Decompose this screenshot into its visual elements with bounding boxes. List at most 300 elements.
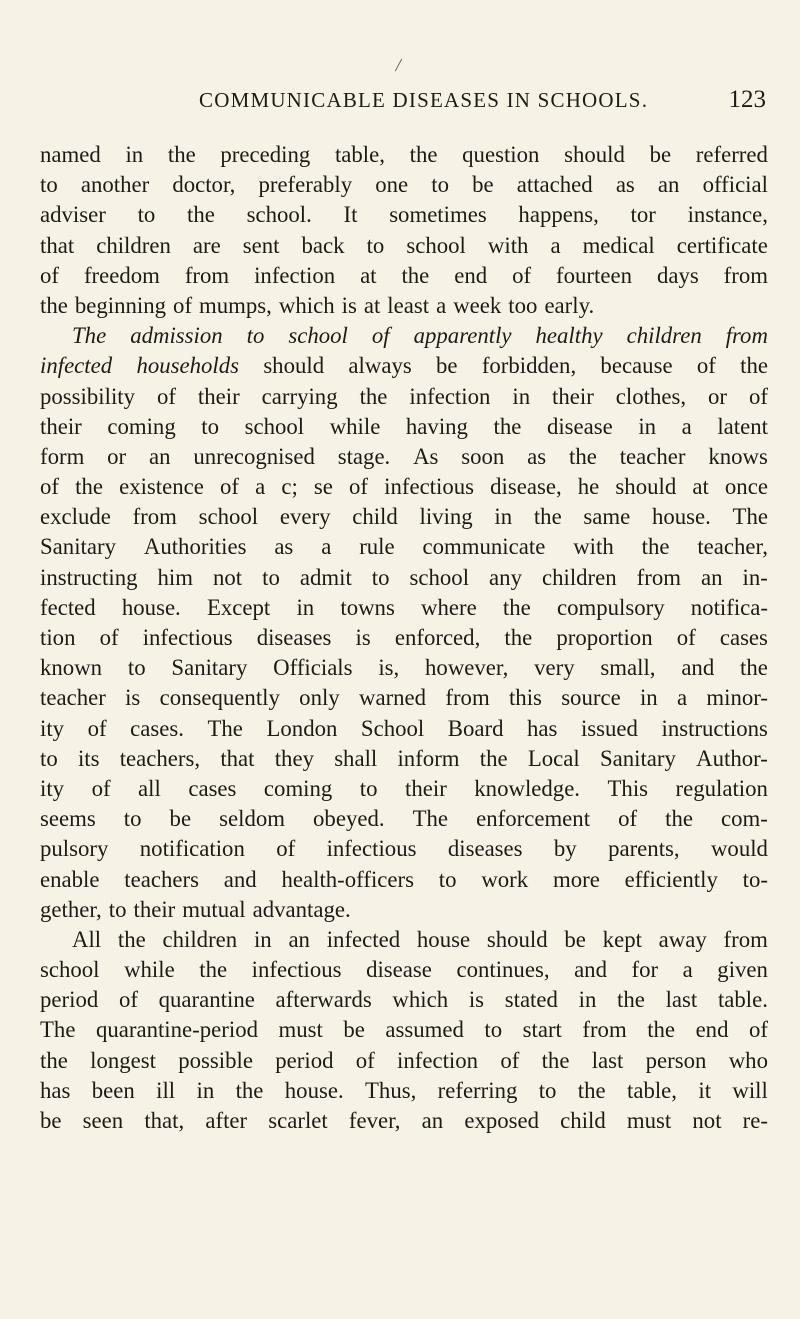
- word: should: [486, 926, 548, 952]
- word: it: [698, 1077, 712, 1103]
- word: in: [512, 383, 531, 409]
- word: Sanitary: [599, 745, 676, 771]
- text-line: [40, 170, 768, 200]
- word: of: [173, 292, 193, 318]
- word: school: [409, 564, 470, 590]
- word: to: [438, 866, 457, 892]
- word: question: [462, 142, 540, 167]
- word: in-: [742, 564, 768, 590]
- word: referring: [437, 1077, 518, 1103]
- word: stage.: [337, 443, 391, 469]
- word: towns: [340, 594, 395, 620]
- word: teachers,: [119, 745, 201, 771]
- word: school: [40, 957, 100, 983]
- word: their: [40, 413, 82, 439]
- text-line: [40, 261, 768, 291]
- word: continues,: [456, 957, 550, 983]
- word: notification: [139, 836, 245, 862]
- word: The: [732, 504, 768, 530]
- word: of: [99, 625, 119, 650]
- word: the: [167, 142, 196, 167]
- italic-word: children: [626, 323, 702, 349]
- word: which: [278, 292, 335, 318]
- word: while: [124, 957, 175, 983]
- word: will: [732, 1077, 768, 1103]
- text-line: [40, 1015, 768, 1045]
- text-line: [40, 291, 768, 321]
- word: assumed: [385, 1017, 464, 1043]
- word: admit: [299, 564, 352, 590]
- word: of: [676, 625, 696, 650]
- word: as: [615, 172, 635, 198]
- word: teacher: [40, 685, 106, 711]
- word: by: [553, 836, 577, 862]
- word: house.: [121, 594, 181, 620]
- word: diseases: [256, 625, 332, 650]
- word: efficiently: [624, 866, 718, 892]
- word: the: [665, 806, 693, 832]
- word: the: [533, 504, 562, 530]
- word: this: [508, 685, 542, 711]
- italic-word: healthy: [535, 323, 603, 349]
- word: a: [676, 685, 688, 711]
- word: the: [187, 202, 215, 228]
- word: of: [512, 262, 532, 288]
- word: is: [341, 292, 357, 318]
- word: given: [717, 957, 768, 983]
- word: in: [296, 594, 315, 620]
- word: away: [658, 926, 707, 952]
- word: medical: [582, 232, 655, 258]
- word: of: [91, 775, 111, 801]
- running-head: COMMUNICABLE DISEASES IN SCHOOLS.: [199, 88, 649, 112]
- word: adviser: [40, 202, 106, 228]
- word: of: [748, 1017, 768, 1043]
- italic-word: households: [136, 353, 240, 379]
- text-line: [40, 593, 768, 623]
- word: to: [40, 745, 58, 771]
- word: be: [436, 353, 458, 379]
- word: is,: [378, 655, 400, 681]
- word: at: [360, 262, 377, 288]
- word: to: [431, 172, 449, 198]
- word: small,: [600, 655, 656, 681]
- italic-word: infected: [40, 353, 113, 379]
- word: the: [577, 1077, 606, 1103]
- word: having: [405, 413, 468, 439]
- word: teachers: [124, 866, 199, 892]
- word: infectious: [326, 836, 417, 862]
- word: house.: [284, 1077, 344, 1103]
- word: house: [416, 926, 471, 952]
- word: same: [583, 504, 631, 530]
- word: infected: [326, 926, 401, 952]
- word: he: [577, 474, 600, 500]
- word: ity: [40, 715, 65, 741]
- word: another: [80, 172, 150, 198]
- text-line: [40, 683, 768, 713]
- word: which: [392, 987, 449, 1013]
- word: diseases: [447, 836, 523, 862]
- word: the: [493, 413, 522, 439]
- word: they: [274, 745, 314, 771]
- word: a: [255, 474, 266, 500]
- italic-word: school: [288, 323, 348, 349]
- word: once: [724, 474, 768, 500]
- word: minor-: [706, 685, 768, 711]
- text-line: [40, 321, 768, 351]
- word: the: [359, 383, 388, 409]
- word: early.: [544, 292, 595, 318]
- text-line: [40, 985, 768, 1015]
- word: instance,: [687, 202, 768, 228]
- word: inform: [397, 745, 460, 771]
- word: an: [421, 1108, 444, 1133]
- word: of: [156, 383, 176, 409]
- text-line: [40, 1106, 768, 1136]
- word: as: [527, 443, 547, 469]
- word: children: [541, 564, 617, 590]
- word: its: [77, 745, 100, 771]
- word: must: [278, 1017, 323, 1043]
- word: enforced,: [394, 625, 481, 650]
- word: As: [413, 443, 439, 469]
- word: every: [279, 504, 331, 530]
- word: issued: [580, 715, 638, 741]
- word: cases: [719, 625, 768, 650]
- word: a: [436, 292, 447, 318]
- word: rule: [359, 534, 395, 560]
- word: must: [626, 1108, 672, 1133]
- word: to: [484, 1017, 503, 1043]
- word: all: [138, 775, 161, 801]
- word: would: [710, 836, 768, 862]
- word: happens,: [518, 202, 599, 228]
- word: beginning: [74, 292, 167, 318]
- text-line: [40, 1076, 768, 1106]
- word: be: [649, 142, 672, 167]
- word: an: [701, 564, 723, 590]
- text-line: [40, 774, 768, 804]
- word: one: [375, 172, 409, 198]
- text-line: [40, 895, 768, 925]
- word: infection: [254, 262, 336, 288]
- word: It: [343, 202, 358, 228]
- word: of: [500, 1047, 520, 1073]
- word: possible: [178, 1047, 253, 1073]
- word: proportion: [556, 625, 653, 650]
- word: mumps,: [199, 292, 272, 318]
- word: the: [235, 1077, 264, 1103]
- word: from: [184, 262, 230, 288]
- word: clothes,: [615, 383, 687, 409]
- word: house.: [651, 504, 711, 530]
- word: soon: [461, 443, 505, 469]
- word: latent: [717, 413, 768, 439]
- word: a: [550, 232, 561, 258]
- word: person: [645, 1047, 707, 1073]
- word: to: [366, 232, 385, 258]
- word: too: [508, 292, 538, 318]
- word: exposed: [464, 1108, 540, 1133]
- word: enable: [40, 866, 100, 892]
- word: that: [220, 745, 255, 771]
- word: seems: [40, 806, 96, 832]
- word: in: [638, 413, 657, 439]
- text-line: [40, 140, 768, 170]
- text-line: [40, 623, 768, 653]
- word: their: [552, 383, 594, 409]
- word: of: [618, 806, 638, 832]
- page-header: [199, 88, 766, 128]
- word: instructions: [661, 715, 768, 741]
- text-line: [40, 351, 768, 381]
- word: of: [118, 987, 138, 1013]
- word: the: [740, 353, 768, 379]
- word: instructing: [40, 564, 138, 590]
- word: in: [253, 926, 272, 952]
- word: start: [522, 1017, 562, 1043]
- word: the: [117, 926, 146, 952]
- word: seldom: [219, 806, 285, 832]
- text-line: [40, 563, 768, 593]
- word: notifica-: [690, 594, 768, 620]
- word: their: [197, 383, 240, 409]
- word: the: [75, 474, 103, 500]
- word: a: [321, 534, 332, 560]
- word: of: [276, 836, 296, 862]
- text-line: [40, 502, 768, 532]
- word: to: [538, 1077, 557, 1103]
- word: and: [681, 655, 715, 681]
- word: consequently: [159, 685, 280, 711]
- word: child: [560, 1108, 606, 1133]
- word: table,: [334, 142, 385, 167]
- word: advantage.: [252, 896, 351, 922]
- word: certificate: [676, 232, 768, 258]
- word: to: [359, 775, 378, 801]
- word: coming: [107, 413, 176, 439]
- word: possibility: [40, 383, 136, 409]
- word: be: [472, 172, 494, 198]
- word: Sanitary: [40, 534, 116, 560]
- word: and: [223, 866, 257, 892]
- word: the: [401, 262, 430, 288]
- word: existence: [119, 474, 204, 500]
- word: the: [641, 534, 670, 560]
- word: Officials: [273, 655, 353, 681]
- word: preceding: [220, 142, 311, 167]
- word: their: [133, 896, 176, 922]
- text-line: [40, 804, 768, 834]
- word: se: [313, 474, 333, 500]
- word: of: [40, 262, 59, 288]
- italic-word: admission: [130, 323, 223, 349]
- word: school: [406, 232, 466, 258]
- word: be: [169, 806, 192, 832]
- word: quarantine-period: [95, 1017, 258, 1043]
- word: afterwards: [275, 987, 372, 1013]
- word: Thus,: [365, 1077, 417, 1103]
- word: in: [125, 142, 144, 167]
- word: more: [552, 866, 600, 892]
- word: teacher,: [697, 534, 768, 560]
- word: should: [564, 142, 625, 167]
- word: school: [244, 413, 305, 439]
- word: from: [132, 504, 177, 530]
- word: sent: [242, 232, 280, 258]
- italic-word: apparently: [413, 323, 512, 349]
- word: of: [220, 474, 239, 500]
- word: knowledge.: [474, 775, 581, 801]
- word: cases.: [130, 715, 184, 741]
- text-line: [40, 200, 768, 230]
- word: with: [573, 534, 614, 560]
- word: from: [636, 564, 681, 590]
- word: quarantine: [158, 987, 255, 1013]
- word: period: [275, 1047, 334, 1073]
- word: that,: [144, 1108, 185, 1133]
- word: because: [600, 353, 673, 379]
- word: to: [371, 564, 390, 590]
- word: to: [262, 564, 280, 590]
- word: that: [40, 232, 75, 258]
- word: knows: [708, 443, 768, 469]
- word: a: [682, 957, 693, 983]
- word: stated: [504, 987, 558, 1013]
- word: be: [343, 1017, 365, 1043]
- word: where: [421, 594, 477, 620]
- italic-word: to: [246, 323, 265, 349]
- text-line: [40, 925, 768, 955]
- word: fourteen: [556, 262, 632, 288]
- word: and: [574, 957, 607, 983]
- word: to: [137, 202, 156, 228]
- word: fected: [40, 594, 96, 620]
- word: the: [479, 745, 508, 771]
- word: however,: [425, 655, 509, 681]
- word: least: [387, 292, 430, 318]
- italic-word: from: [725, 323, 768, 349]
- word: from: [723, 262, 768, 288]
- word: the: [502, 594, 531, 620]
- word: infectious: [142, 625, 233, 650]
- word: who: [728, 1047, 768, 1073]
- word: This: [607, 775, 649, 801]
- page-number: 123: [728, 86, 766, 113]
- word: doctor,: [172, 172, 236, 198]
- word: infection: [409, 383, 491, 409]
- text-line: [40, 231, 768, 261]
- word: the: [541, 1047, 570, 1073]
- word: is: [355, 625, 371, 650]
- text-line: [40, 714, 768, 744]
- word: to: [127, 655, 146, 681]
- word: disease: [546, 413, 613, 439]
- word: the: [569, 443, 597, 469]
- word: Sanitary: [171, 655, 248, 681]
- word: last: [665, 987, 698, 1013]
- text-line: [40, 382, 768, 412]
- word: the: [740, 655, 768, 681]
- word: to-: [742, 866, 768, 892]
- word: in: [578, 987, 597, 1013]
- word: source: [561, 685, 621, 711]
- word: an: [148, 443, 171, 469]
- word: a: [681, 413, 692, 439]
- word: com-: [721, 806, 768, 832]
- word: from: [723, 926, 768, 952]
- word: preferably: [258, 172, 353, 198]
- word: The: [40, 1017, 76, 1043]
- word: c;: [281, 474, 298, 500]
- word: back: [301, 232, 345, 258]
- word: school: [198, 504, 259, 530]
- word: of: [355, 1047, 375, 1073]
- word: their: [405, 775, 447, 801]
- word: obeyed.: [313, 806, 385, 832]
- word: sometimes: [389, 202, 487, 228]
- word: ill: [156, 1077, 176, 1103]
- word: of: [40, 474, 59, 500]
- word: Local: [527, 745, 580, 771]
- text-line: [40, 955, 768, 985]
- word: kept: [602, 926, 642, 952]
- word: not: [692, 1108, 722, 1133]
- word: living: [419, 504, 473, 530]
- word: only: [299, 685, 340, 711]
- text-line: [40, 472, 768, 502]
- word: school.: [246, 202, 312, 228]
- text-line: [40, 442, 768, 472]
- word: while: [329, 413, 381, 439]
- word: infection: [397, 1047, 479, 1073]
- word: as: [274, 534, 294, 560]
- word: to: [201, 413, 220, 439]
- text-line: [40, 532, 768, 562]
- word: seen: [82, 1108, 124, 1133]
- word: carrying: [261, 383, 338, 409]
- word: the: [40, 1047, 68, 1073]
- word: of: [87, 715, 107, 741]
- word: known: [40, 655, 103, 681]
- word: referred: [695, 142, 768, 167]
- word: child: [352, 504, 398, 530]
- word: disease: [366, 957, 432, 983]
- word: School: [360, 715, 425, 741]
- word: table.: [717, 987, 768, 1013]
- word: with: [487, 232, 529, 258]
- word: infectious: [251, 957, 342, 983]
- word: to: [123, 806, 142, 832]
- word: last: [591, 1047, 624, 1073]
- word: been: [91, 1077, 135, 1103]
- word: regulation: [675, 775, 768, 801]
- word: fever,: [348, 1108, 401, 1133]
- word: London: [266, 715, 338, 741]
- word: the: [647, 1017, 676, 1043]
- word: enforcement: [476, 806, 591, 832]
- word: form: [40, 443, 85, 469]
- word: forbidden,: [481, 353, 577, 379]
- word: are: [192, 232, 221, 258]
- word: has: [40, 1077, 71, 1103]
- text-line: [40, 1046, 768, 1076]
- word: the: [40, 292, 68, 318]
- word: freedom: [83, 262, 160, 288]
- word: pulsory: [40, 836, 109, 862]
- word: has: [527, 715, 558, 741]
